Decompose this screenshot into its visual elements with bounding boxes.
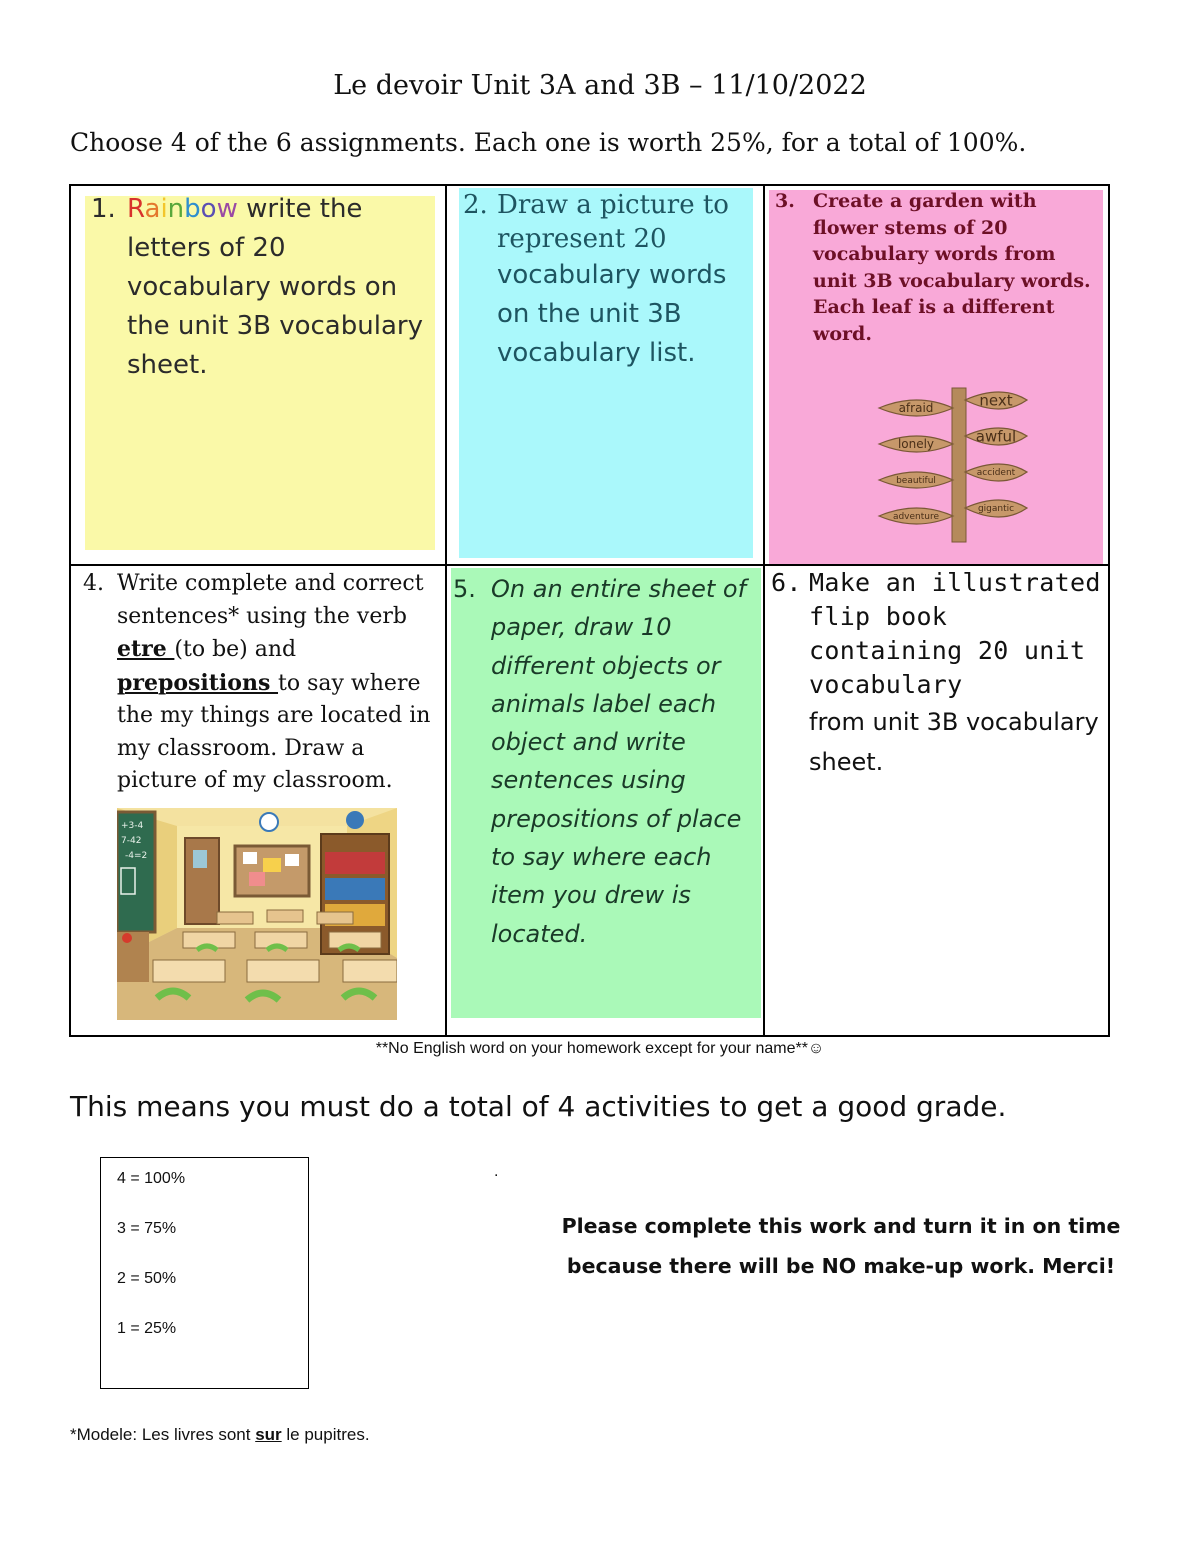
instructions: Choose 4 of the 6 assignments. Each one is worth 25%, for a total of 100%.: [70, 128, 1027, 157]
assignment-1: [91, 190, 436, 385]
chalkboard-text: +3-4: [121, 821, 144, 831]
leaf-word: next: [979, 391, 1013, 410]
assignment-text-sans: from unit 3B vocabulary sheet.: [809, 708, 1099, 776]
leaf-word: gigantic: [977, 504, 1015, 515]
rainbow-letter: a: [144, 194, 161, 224]
assignment-3: [775, 188, 1105, 347]
deadline-notice: Please complete this work and turn it in on time because there will be NO make-up work. Merci!: [561, 1214, 1121, 1278]
assignment-cell-5: [447, 566, 765, 1035]
etre-word: etre: [117, 636, 175, 662]
leaf-word: beautiful: [896, 476, 936, 487]
example-suffix: le pupitres.: [281, 1425, 370, 1444]
rainbow-word: [127, 194, 238, 224]
assignment-5: [453, 570, 759, 953]
assignment-text: Write complete and correct sentences* using the verb: [117, 571, 424, 629]
leaf-word: lonely: [897, 437, 935, 452]
assignment-text-mono: Make an illustrated flip book containing 20 unit vocabulary: [809, 568, 1101, 699]
grade-row: 4 = 100%: [117, 1170, 186, 1187]
leaf-word: afraid: [898, 401, 934, 416]
assignment-cell-4: [71, 566, 447, 1035]
rainbow-letter: i: [160, 194, 168, 224]
assignment-grid: [69, 184, 1110, 1037]
assignment-text: to say where the my things are located in my classroom. Draw a picture of my classroom.: [117, 670, 431, 793]
assignment-number: 1.: [91, 194, 116, 224]
assignment-2: [463, 188, 753, 373]
assignment-cell-2: [447, 186, 765, 566]
assignment-cell-6: [765, 566, 1108, 1035]
activities-statement: This means you must do a total of 4 activities to get a good grade.: [70, 1090, 1007, 1123]
assignment-text: (to be) and: [174, 637, 297, 662]
assignment-number: 4.: [83, 571, 104, 596]
rainbow-letter: w: [216, 194, 238, 224]
rainbow-letter: b: [184, 194, 201, 224]
example-sentence: [70, 1425, 370, 1445]
assignment-cell-1: [71, 186, 447, 566]
document-title: Le devoir Unit 3A and 3B – 11/10/2022: [333, 70, 867, 101]
rainbow-letter: R: [127, 194, 145, 224]
homework-note: **No English word on your homework except for your name**☺: [375, 1040, 825, 1057]
assignment-number: 6.: [771, 568, 802, 597]
word-garden-illustration: [877, 384, 1037, 544]
classroom-illustration: [117, 808, 397, 1020]
assignment-text-sans: vocabulary words on the unit 3B vocabulary list.: [497, 260, 727, 368]
assignment-number: 2.: [463, 190, 488, 220]
prepositions-word: prepositions: [117, 669, 279, 696]
stray-dot: .: [494, 1163, 499, 1180]
assignment-cell-3: [765, 186, 1108, 566]
assignment-number: 3.: [775, 190, 795, 212]
assignment-text-serif: Draw a picture to represent 20: [497, 190, 729, 254]
rainbow-letter: n: [167, 194, 185, 224]
assignment-text: Create a garden with flower stems of 20 vocabulary words from unit 3B vocabulary words. Each leaf is a different word.: [813, 190, 1091, 345]
assignment-4: [83, 568, 445, 798]
rainbow-letter: o: [200, 194, 217, 224]
leaf-word: accident: [976, 468, 1016, 479]
grade-row: 2 = 50%: [117, 1270, 177, 1287]
grade-row: 3 = 75%: [117, 1220, 177, 1237]
grade-scale-box: [100, 1157, 309, 1389]
assignment-text: write the letters of 20 vocabulary words on the unit 3B vocabulary sheet.: [127, 194, 423, 380]
chalkboard-text: 7-42: [121, 836, 142, 846]
leaf-word: adventure: [892, 512, 940, 523]
assignment-6: [771, 566, 1108, 782]
leaf-word: awful: [975, 427, 1017, 446]
example-preposition: sur: [255, 1425, 282, 1444]
chalkboard-text: -4=2: [125, 851, 148, 861]
assignment-text: On an entire sheet of paper, draw 10 different objects or animals label each object and write sentences using prepositions of place to say where each item you drew is located.: [491, 575, 747, 948]
assignment-number: 5.: [453, 575, 476, 603]
grade-row: 1 = 25%: [117, 1320, 177, 1337]
example-prefix: *Modele: Les livres sont: [70, 1425, 256, 1444]
